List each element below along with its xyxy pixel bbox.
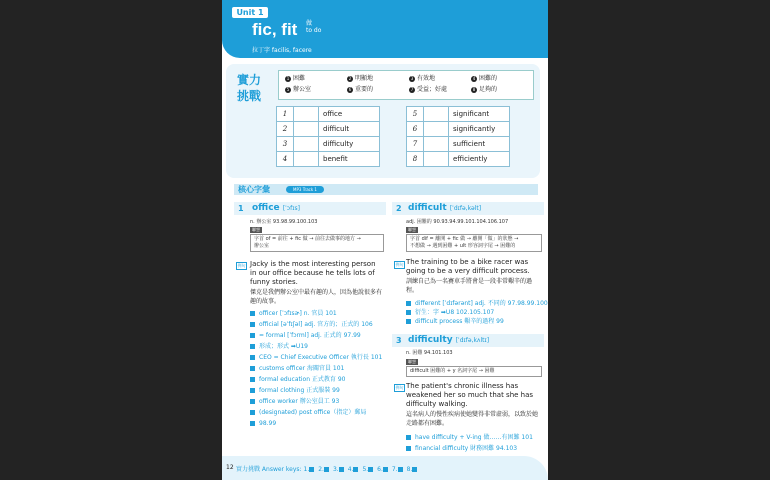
bullet-icon [250, 333, 255, 338]
bullet-icon [250, 366, 255, 371]
derivative-text: 形成；形式 ➡U19 [259, 343, 308, 350]
assoc-box [250, 234, 384, 252]
answer-key: 8. [406, 466, 413, 473]
answer-key: 6. [377, 466, 383, 473]
entry-pos: n. 困難 94.101.103 [406, 350, 453, 356]
example-translation: 傑克是我們辦公室中最有趣的人，因為他說很多有趣的故事。 [250, 289, 383, 305]
derivative-text: 衍生：字 ➡U8 102.105.107 [415, 309, 495, 316]
assoc-line: 不想做 → 遇到困難 + ult 形容詞字尾 → 困難的 [410, 243, 516, 249]
answer-blank[interactable] [424, 122, 449, 137]
entry-number: 3 [396, 336, 402, 345]
assoc-box [406, 234, 542, 252]
answer-key: 3. [332, 466, 339, 473]
option-text: 有效地 [417, 75, 436, 82]
options-box [278, 70, 534, 100]
entry-word [408, 334, 489, 347]
assoc-tag: 聯想 [408, 359, 416, 364]
assoc-line: 字首 dif = 離開 + fic 做 → 離開「做」的狀態 → [410, 236, 519, 242]
entry-word [408, 202, 481, 215]
option-number: 8 [472, 86, 476, 92]
row-number: 8 [407, 152, 424, 167]
answer-box-icon [368, 467, 373, 472]
root-meaning-en: to do [306, 27, 322, 34]
answer-key: 5. [362, 466, 369, 473]
derivative-text: have difficulty + V-ing 做……有困難 101 [415, 434, 533, 441]
derivative-item [250, 398, 339, 406]
derivative-item [406, 318, 504, 326]
derivative-item [250, 332, 361, 340]
derivative-text: formal education 正式教育 90 [259, 376, 346, 383]
derivative-text: financial difficulty 財務困難 94.103 [415, 445, 518, 452]
assoc-line: 字首 of = 前往 + fic 做 → 前往去做事的地方 → [254, 236, 361, 242]
row-number: 5 [407, 107, 424, 122]
root-meaning-zh: 做 [306, 20, 313, 27]
bullet-icon [406, 446, 411, 451]
answer-key: 4. [347, 466, 354, 473]
derivative-item [250, 310, 337, 318]
textbook-page [222, 0, 548, 480]
match-row [407, 107, 510, 122]
derivative-item [250, 365, 344, 373]
derivative-item [250, 387, 340, 395]
option-item [471, 85, 497, 95]
bullet-icon [250, 355, 255, 360]
example-icon: 例句 [395, 385, 404, 390]
derivative-item [250, 409, 366, 417]
answer-blank[interactable] [424, 137, 449, 152]
page-number: 12 [226, 464, 234, 471]
match-row [277, 122, 380, 137]
derivative-text: different [ˈdɪfərənt] adj. 不同的 97.98.99.100 [415, 300, 548, 307]
core-bar [234, 184, 538, 195]
bullet-icon [250, 399, 255, 404]
match-row [407, 152, 510, 167]
example-icon: 例句 [237, 263, 246, 268]
option-number: 6 [348, 86, 352, 92]
option-item [285, 74, 305, 84]
entry-word [252, 202, 300, 215]
option-number: 4 [472, 75, 476, 81]
root-meaning [306, 20, 321, 34]
challenge-box [226, 64, 540, 178]
example-sentence: Jacky is the most interesting person in our office because he tells lots of funny stories. [250, 260, 376, 286]
derivative-item [250, 420, 276, 428]
row-number: 6 [407, 122, 424, 137]
answer-key: 1. [303, 466, 310, 473]
match-row [407, 137, 510, 152]
assoc-line: 辦公室 [254, 243, 270, 249]
derivative-item [250, 343, 308, 351]
entry-word-text: office [252, 203, 280, 213]
answer-box-icon [383, 467, 388, 472]
answer-keys [236, 464, 421, 473]
entry-pos: n. 辦公室 93.98.99.100.103 [250, 219, 318, 225]
answer-blank[interactable] [294, 122, 319, 137]
bullet-icon [250, 322, 255, 327]
answer-blank[interactable] [294, 152, 319, 167]
answer-blank[interactable] [294, 137, 319, 152]
option-number: 2 [348, 75, 352, 81]
bullet-icon [406, 310, 411, 315]
example-icon: 例句 [395, 262, 404, 267]
derivative-item [406, 309, 494, 317]
example-sentence: The patient's chronic illness has weakened her so much that she has difficulty walking. [406, 382, 534, 408]
match-row [407, 122, 510, 137]
option-number: 3 [410, 75, 414, 81]
option-text: 受益；好處 [417, 86, 448, 93]
entry-number: 1 [238, 204, 244, 213]
derivative-text: officer [ˈɔfɪsɚ] n. 官員 101 [259, 310, 337, 317]
entry-ipa: [ˈdɪfə,kəlt] [449, 205, 482, 212]
bullet-icon [250, 410, 255, 415]
derivative-item [250, 321, 373, 329]
derivative-text: official [əˈfɪʃəl] adj. 官方的；正式的 106 [259, 321, 373, 328]
assoc-box [406, 366, 542, 377]
bullet-icon [250, 311, 255, 316]
row-word: significant [449, 107, 510, 122]
entry-number: 2 [396, 204, 402, 213]
bullet-icon [250, 344, 255, 349]
derivative-item [250, 354, 382, 362]
root-title: fic, fit [252, 20, 298, 39]
option-item [471, 74, 497, 84]
derivative-text: 98.99 [259, 420, 277, 427]
derivative-text: = formal [ˈfɔrml] adj. 正式的 97.99 [259, 332, 361, 339]
derivative-item [250, 376, 345, 384]
unit-tag: Unit 1 [232, 7, 268, 18]
derivative-text: formal clothing 正式服裝 99 [259, 387, 340, 394]
option-item [409, 85, 447, 95]
row-number: 3 [277, 137, 294, 152]
bullet-icon [250, 388, 255, 393]
assoc-tag: 聯想 [408, 227, 416, 232]
option-number: 1 [286, 75, 290, 81]
match-row [277, 152, 380, 167]
row-word: benefit [319, 152, 380, 167]
entry-word-text: difficult [408, 203, 447, 213]
row-number: 1 [277, 107, 294, 122]
bullet-icon [406, 435, 411, 440]
latin-origin: 拉丁字 facilis, facere [252, 47, 312, 54]
bullet-icon [406, 319, 411, 324]
derivative-text: office worker 辦公室員工 93 [259, 398, 340, 405]
example-sentence: The training to be a bike racer was going to be a very difficult process. [406, 258, 530, 275]
row-word: sufficient [449, 137, 510, 152]
entry-word-text: difficulty [408, 335, 453, 345]
row-word: office [319, 107, 380, 122]
option-text: 明顯地 [355, 75, 374, 82]
derivative-text: (designated) post office（指定）郵局 [259, 409, 367, 416]
core-title: 核心字彙 [238, 185, 270, 194]
bullet-icon [250, 377, 255, 382]
match-row [277, 107, 380, 122]
answer-box-icon [339, 467, 344, 472]
option-number: 7 [410, 86, 414, 92]
answer-blank[interactable] [424, 152, 449, 167]
right-match-table [406, 106, 510, 167]
assoc-line: difficult 困難的 + y 名詞字尾 → 困難 [410, 368, 495, 374]
option-number: 5 [286, 86, 290, 92]
option-text: 困難 [293, 75, 306, 82]
option-text: 重要的 [355, 86, 374, 93]
option-item [347, 85, 373, 95]
row-word: difficult [319, 122, 380, 137]
bullet-icon [250, 421, 255, 426]
derivative-text: CEO = Chief Executive Officer 執行長 101 [259, 354, 383, 361]
answer-key: 2. [318, 466, 324, 473]
answer-box-icon [309, 467, 314, 472]
bullet-icon [406, 301, 411, 306]
match-row [277, 137, 380, 152]
answer-blank[interactable] [294, 107, 319, 122]
derivative-item [406, 445, 517, 453]
row-word: significantly [449, 122, 510, 137]
assoc-tag: 聯想 [252, 227, 260, 232]
answer-box-icon [412, 467, 417, 472]
row-number: 7 [407, 137, 424, 152]
option-text: 辦公室 [293, 86, 312, 93]
derivative-item [406, 300, 548, 308]
answer-key: 7. [391, 466, 398, 473]
answer-box-icon [398, 467, 403, 472]
mp3-badge[interactable]: MP3 Track 1 [286, 186, 324, 193]
example-translation: 訓練自己為一名賽車手將會是一段非常艱辛的過程。 [406, 278, 533, 294]
entry-pos: adj. 困難的 90.93.94.99.101.104.106.107 [406, 219, 509, 225]
challenge-label: 實力挑戰 [236, 73, 261, 103]
unit-header [222, 0, 548, 58]
row-word: difficulty [319, 137, 380, 152]
left-match-table [276, 106, 380, 167]
example-translation: 這名病人的慢性疾病使她變得非常虛弱，以致於她走路都有困難。 [406, 411, 539, 427]
row-word: efficiently [449, 152, 510, 167]
derivative-text: difficult process 艱辛的過程 99 [415, 318, 504, 325]
row-number: 2 [277, 122, 294, 137]
option-text: 困難的 [479, 75, 498, 82]
entry-ipa: [ˈɔfɪs] [282, 205, 300, 212]
answer-box-icon [324, 467, 329, 472]
option-item [347, 74, 373, 84]
option-item [285, 85, 311, 95]
option-item [409, 74, 435, 84]
answer-box-icon [353, 467, 358, 472]
answer-keys-label: 實力挑戰 Answer keys: [236, 466, 302, 473]
entry-ipa: [ˈdɪfə,kʌltɪ] [455, 337, 490, 344]
row-number: 4 [277, 152, 294, 167]
option-text: 足夠的 [479, 86, 498, 93]
derivative-item [406, 434, 533, 442]
derivative-text: customs officer 海關官員 101 [259, 365, 345, 372]
answer-blank[interactable] [424, 107, 449, 122]
